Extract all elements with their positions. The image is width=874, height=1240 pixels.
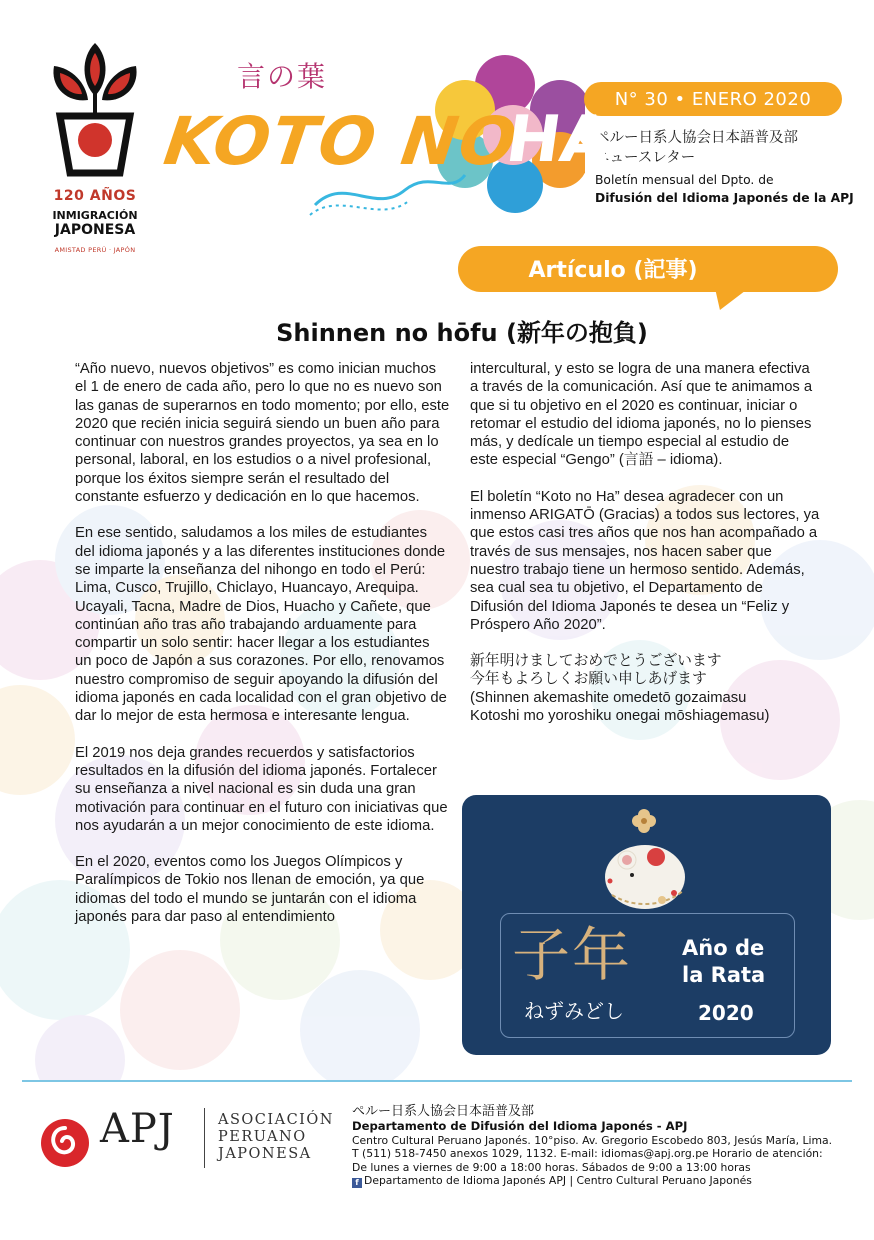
assoc-line3: JAPONESA	[218, 1146, 312, 1162]
footer-phone-email: T (511) 518-7450 anexos 1029, 1132. E-mail: idiomas@apj.org.pe Horario de atención:	[352, 1147, 823, 1161]
footer-address: Centro Cultural Peruano Japonés. 10°piso. Av. Gregorio Escobedo 803, Jesús María, Lima.	[352, 1133, 833, 1147]
rat-label-line1: Año de	[682, 936, 765, 960]
anniversary-years: 120 AÑOS	[53, 188, 137, 204]
footer-jp-title: ペルー日系人協会日本語普及部	[352, 1104, 535, 1119]
rat-year: 2020	[698, 1001, 754, 1025]
masthead-kanji: 言の葉	[237, 60, 328, 93]
section-label-bubble	[458, 246, 838, 296]
subtitle-spanish	[595, 171, 854, 207]
footer-social	[352, 1174, 852, 1188]
rat-hiragana: ねずみどし	[524, 999, 624, 1023]
apj-wordmark: APJ	[100, 1106, 175, 1152]
subtitle-japanese	[595, 128, 798, 168]
subtitle-es-line1: Boletín mensual del Dpto. de	[595, 173, 774, 187]
article-paragraph: El boletín “Koto no Ha” desea agradecer con un inmenso ARIGATŌ (Gracias) a todos sus lectores, ya que estos casi tres años que nos han acompañado a través de sus mensajes, nos hacen saber que nuestro trabajo tiene un hermoso sentido. Además, sea cual sea tu objetivo, el Departamento de Difusión del Idioma Japonés te desea un “Feliz y Próspero Año 2020”.	[470, 488, 820, 633]
rat-ornament-icon	[462, 795, 831, 915]
assoc-line2: PERUANO	[218, 1129, 307, 1145]
subtitle-jp-line2: ニュースレター	[595, 150, 696, 166]
anniversary-line2: JAPONESA	[54, 222, 136, 238]
issue-number: N° 30 • ENERO 2020	[614, 88, 812, 110]
greeting-jp-line1: 新年明けましておめでとうございます	[470, 653, 722, 670]
section-label: Artículo (記事)	[528, 258, 698, 283]
rat-label	[682, 935, 782, 989]
apj-association-name	[218, 1112, 334, 1163]
year-of-the-rat-card	[462, 795, 831, 1055]
masthead-title-ha: HA	[501, 103, 616, 177]
new-year-greeting	[470, 652, 820, 725]
article-title-text: Shinnen no hōfu (新年の抱負)	[276, 319, 648, 347]
article-paragraph: En el 2020, eventos como los Juegos Olímpicos y Paralímpicos de Tokio nos llenan de emoción, ya que idiomas del todo el mundo se juntarán con el idioma japonés para dar paso al entendimiento	[75, 854, 425, 926]
article-column-left	[75, 360, 450, 944]
anniversary-logo	[40, 38, 150, 258]
plant-pot-icon	[40, 38, 150, 183]
footer-contact-info	[352, 1104, 852, 1188]
article-paragraph: El 2019 nos deja grandes recuerdos y satisfactorios resultados en la difusión del idioma japonés. Fortalecer su enseñanza a nivel nacional es sin duda una gran motivación para continuar en el futuro con iniciativas que nos ayudarán a un mejor conocimiento de este idioma.	[75, 744, 448, 834]
anniversary-line1: INMIGRACIÓN	[52, 209, 138, 222]
article-paragraph: “Año nuevo, nuevos objetivos” es como inician muchos el 1 de enero de cada año, pero lo que no es nuevo son las ganas de superarnos en todo momento; por ello, este 2020 que recién inicia seguirá siendo un buen año para continuar con nuestros grandes proyectos, ya sea en lo personal, laboral, en los estudios o a nivel profesional, porque los éxitos siempre serán el resultado del constante esfuerzo y dedicación en lo que hacemos.	[75, 361, 450, 506]
subtitle-jp-line1: ペルー日系人協会日本語普及部	[595, 130, 798, 146]
newsletter-header	[0, 0, 874, 260]
article-paragraph: intercultural, y esto se logra de una manera efectiva a través de la comunicación. Así que te animamos a que si tu objetivo en el 2020 es continuar, iniciar o retomar el estudio del idioma japonés, no lo pienses más, y dedícale un tiempo especial al estudio de este especial “Gengo” (言語 – idioma).	[470, 361, 813, 469]
article-column-right	[470, 360, 820, 725]
masthead	[159, 55, 616, 225]
greeting-romaji-line2: Kotoshi mo yoroshiku onegai mōshiagemasu)	[470, 708, 770, 725]
masthead-title: KOTO NO	[159, 103, 523, 180]
facebook-icon: f	[352, 1178, 362, 1188]
greeting-jp-line2: 今年もよろしくお願い申しあげます	[470, 671, 707, 688]
subtitle-es-line2: Difusión del Idioma Japonés de la APJ	[595, 191, 854, 205]
footer-department: Departamento de Difusión del Idioma Japonés - APJ	[352, 1119, 688, 1133]
anniversary-text	[40, 209, 150, 239]
assoc-line1: ASOCIACIÓN	[218, 1112, 334, 1128]
page-footer	[0, 1082, 874, 1240]
article-paragraph: En ese sentido, saludamos a los miles de estudiantes del idioma japonés y a las diferentes instituciones donde se imparte la enseñanza del nihongo en todo el Perú: Lima, Cusco, Trujillo, Chiclayo, Huancayo, Arequipa. Ucayali, Tacna, Madre de Dios, Huacho y Cañete, que continúan año tras año trabajando arduamente para compartir un solo sentir: hacer llegar a los estudiantes un poco de Japón a sus corazones. Por ello, renovamos nuestro compromiso de seguir apoyando la difusión del idioma japonés en cada localidad con el gran objetivo de dar lo mejor de esta hermosa e interesante lengua.	[75, 525, 447, 725]
issue-badge	[584, 82, 842, 116]
apj-logo-icon	[40, 1118, 90, 1168]
article-title	[0, 313, 874, 348]
anniversary-tagline: AMISTAD PERÚ · JAPÓN	[54, 246, 136, 254]
footer-hours: De lunes a viernes de 9:00 a 18:00 horas. Sábados de 9:00 a 13:00 horas	[352, 1160, 751, 1174]
footer-social-text: Departamento de Idioma Japonés APJ | Centro Cultural Peruano Japonés	[364, 1174, 752, 1188]
rat-label-line2: la Rata	[682, 963, 766, 987]
greeting-romaji-line1: (Shinnen akemashite omedetō gozaimasu	[470, 689, 747, 706]
rat-kanji: 子年	[512, 921, 633, 989]
apj-separator	[204, 1108, 205, 1168]
